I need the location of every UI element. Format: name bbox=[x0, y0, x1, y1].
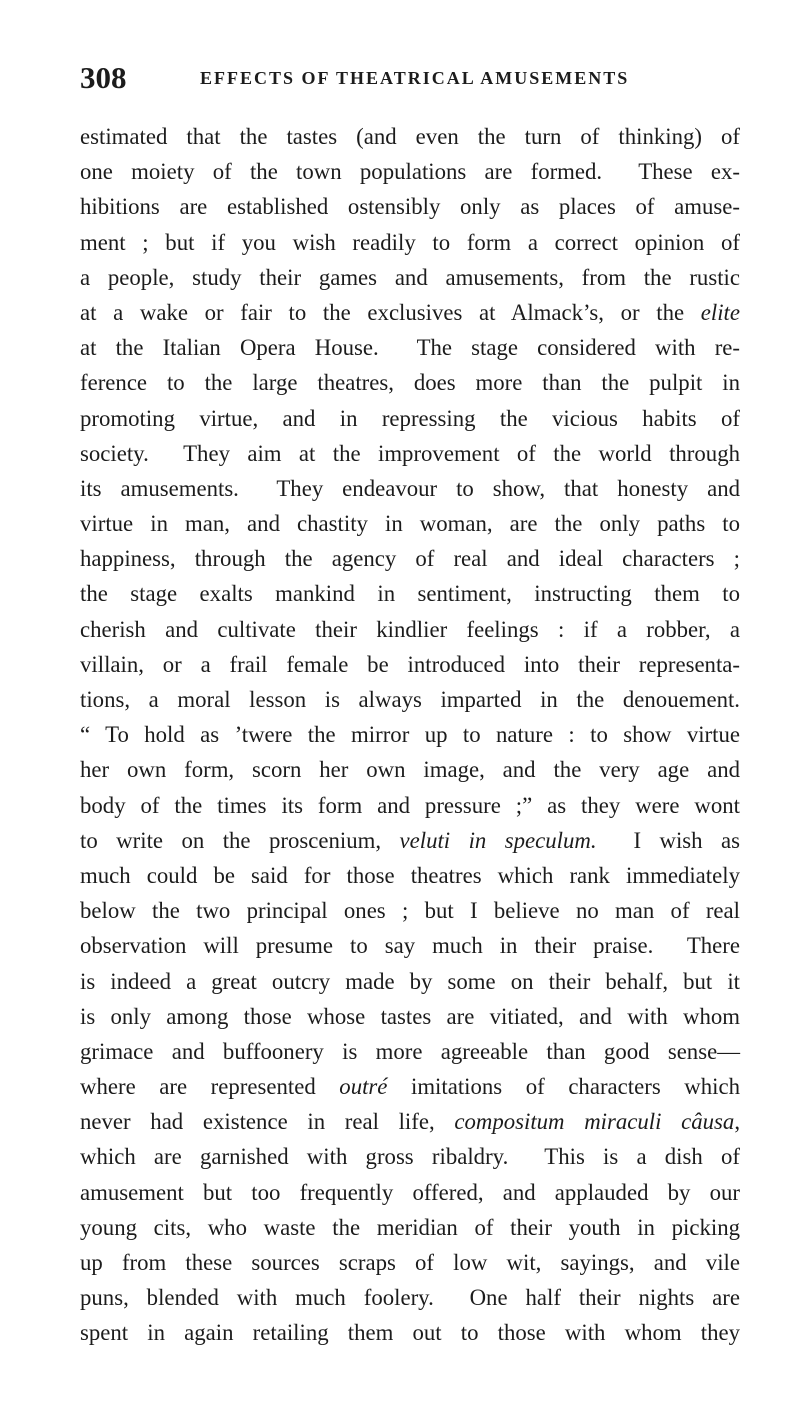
text-segment: below the two principal ones ; but I believe no man of real bbox=[80, 898, 740, 924]
text-line bbox=[80, 401, 740, 436]
text-segment: body of the times its form and pressure ;” as they were wont bbox=[80, 792, 740, 818]
text-segment: grimace and buffoonery is more agreeable than good sense— bbox=[80, 1038, 740, 1064]
text-segment: tions, a moral lesson is always imparted in the denouement. bbox=[80, 687, 740, 712]
page-number: 308 bbox=[80, 60, 127, 95]
running-head: EFFECTS OF THEATRICAL AMUSEMENTS bbox=[200, 68, 630, 88]
text-segment: hibitions are established ostensibly only as places of amuse- bbox=[80, 194, 740, 220]
text-segment: observation will presume to say much in their praise. There bbox=[80, 933, 740, 959]
text-line bbox=[80, 1034, 740, 1069]
text-segment: at the Italian Opera House. The stage considered with re- bbox=[80, 335, 740, 361]
text-segment: cherish and cultivate their kindlier feelings : if a robber, a bbox=[80, 616, 740, 642]
text-segment: to write on the proscenium, bbox=[80, 827, 400, 853]
body-text bbox=[80, 119, 740, 1351]
text-line bbox=[80, 1139, 740, 1174]
text-line bbox=[80, 999, 740, 1034]
text-segment: its amusements. They endeavour to show, that honesty and bbox=[80, 475, 740, 501]
text-segment: much could be said for those theatres which rank immediately bbox=[80, 862, 740, 888]
text-segment: happiness, through the agency of real and ideal characters ; bbox=[80, 546, 740, 572]
text-line bbox=[80, 154, 740, 189]
text-line bbox=[80, 788, 740, 823]
text-line bbox=[80, 682, 740, 717]
text-segment: spent in again retailing them out to those with whom they bbox=[80, 1320, 740, 1346]
text-line bbox=[80, 506, 740, 541]
text-line bbox=[80, 647, 740, 682]
text-line bbox=[80, 260, 740, 295]
text-line bbox=[80, 330, 740, 365]
text-line bbox=[80, 119, 740, 154]
italic-text-segment: compositum miraculi câusa bbox=[454, 1109, 735, 1135]
text-segment: at a wake or fair to the exclusives at Almack’s, or the bbox=[80, 299, 701, 325]
text-segment: imitations of characters which bbox=[387, 1074, 740, 1100]
italic-text-segment: veluti in speculum. bbox=[399, 827, 597, 853]
italic-text-segment: outré bbox=[339, 1074, 388, 1100]
text-segment: young cits, who waste the meridian of their youth in picking bbox=[80, 1214, 740, 1240]
text-segment: “ To hold as ’twere the mirror up to nature : to show virtue bbox=[80, 722, 740, 748]
text-line bbox=[80, 365, 740, 400]
text-line bbox=[80, 717, 740, 752]
text-line bbox=[80, 1210, 740, 1245]
text-segment: estimated that the tastes (and even the turn of thinking) of bbox=[80, 124, 740, 149]
text-line bbox=[80, 1280, 740, 1315]
text-segment: which are garnished with gross ribaldry. This is a dish of bbox=[80, 1144, 740, 1170]
text-line bbox=[80, 225, 740, 260]
text-segment: amusement but too frequently offered, and applauded by our bbox=[80, 1179, 740, 1205]
text-line bbox=[80, 858, 740, 893]
text-line bbox=[80, 612, 740, 647]
page-header bbox=[80, 60, 730, 100]
text-segment: ment ; but if you wish readily to form a correct opinion of bbox=[80, 229, 740, 255]
text-line bbox=[80, 752, 740, 787]
text-line bbox=[80, 1069, 740, 1104]
text-segment: virtue in man, and chastity in woman, are the only paths to bbox=[80, 511, 740, 537]
italic-text-segment: elite bbox=[700, 299, 740, 325]
text-line bbox=[80, 893, 740, 928]
text-segment: where are represented bbox=[80, 1074, 340, 1100]
text-segment: society. They aim at the improvement of the world through bbox=[80, 440, 740, 466]
text-segment: never had existence in real life, bbox=[80, 1109, 455, 1135]
text-line bbox=[80, 576, 740, 611]
text-segment: her own form, scorn her own image, and the very age and bbox=[80, 757, 740, 783]
text-line bbox=[80, 1245, 740, 1280]
text-segment: , bbox=[734, 1109, 741, 1135]
text-segment: villain, or a frail female be introduced into their representa- bbox=[80, 651, 740, 677]
text-segment: is indeed a great outcry made by some on their behalf, but it bbox=[80, 968, 740, 994]
text-line bbox=[80, 295, 740, 330]
text-segment: promoting virtue, and in repressing the vicious habits of bbox=[80, 405, 740, 431]
text-segment: is only among those whose tastes are vitiated, and with whom bbox=[80, 1003, 740, 1029]
text-line bbox=[80, 1175, 740, 1210]
text-line bbox=[80, 436, 740, 471]
text-line bbox=[80, 823, 740, 858]
text-line bbox=[80, 964, 740, 999]
text-segment: I wish as bbox=[596, 827, 740, 853]
text-line bbox=[80, 541, 740, 576]
text-line bbox=[80, 1104, 740, 1139]
text-segment: the stage exalts mankind in sentiment, instructing them to bbox=[80, 581, 740, 607]
text-line bbox=[80, 1315, 740, 1350]
text-segment: ference to the large theatres, does more than the pulpit in bbox=[80, 370, 740, 396]
text-segment: a people, study their games and amusements, from the rustic bbox=[80, 264, 740, 290]
text-line bbox=[80, 471, 740, 506]
text-line bbox=[80, 189, 740, 224]
text-segment: puns, blended with much foolery. One half their nights are bbox=[80, 1285, 740, 1311]
text-line bbox=[80, 928, 740, 963]
text-segment: one moiety of the town populations are formed. These ex- bbox=[80, 159, 740, 185]
text-segment: up from these sources scraps of low wit, sayings, and vile bbox=[80, 1250, 740, 1275]
